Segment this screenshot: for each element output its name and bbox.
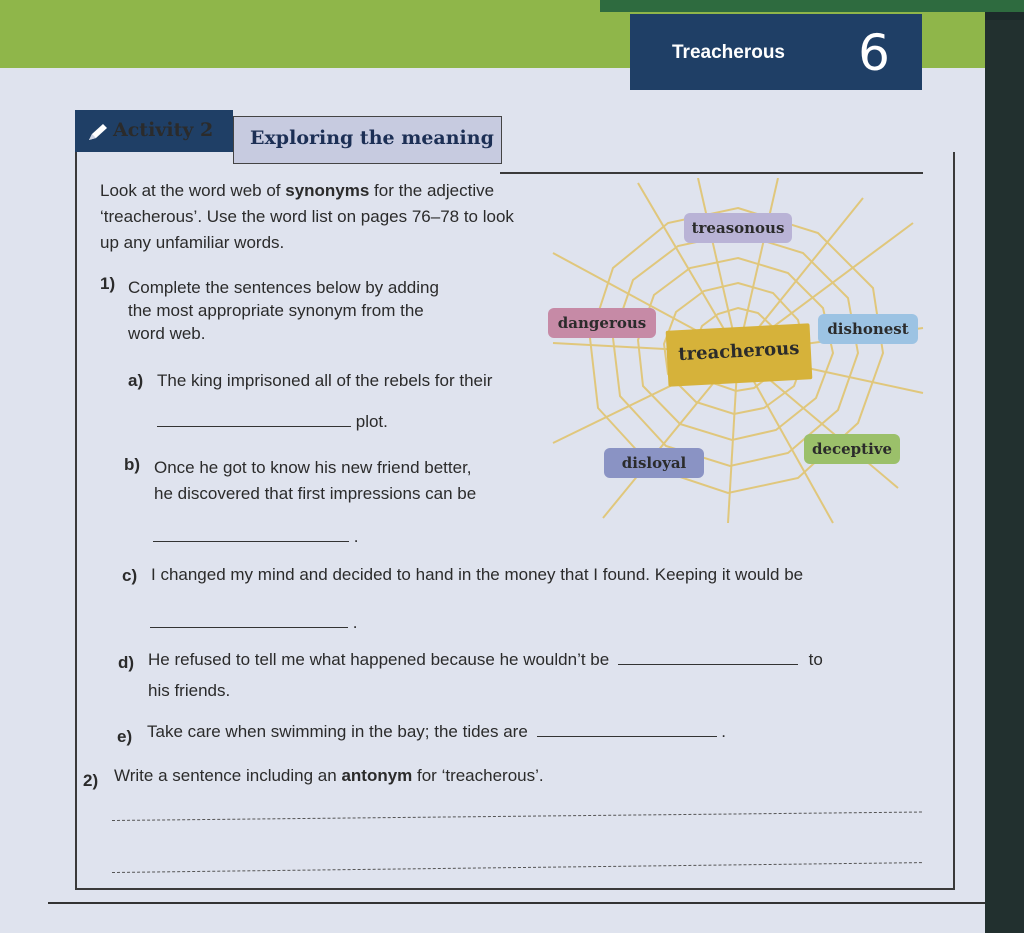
item-a-label: a) — [128, 371, 144, 390]
page-edge — [985, 20, 1024, 933]
question-2-number: 2) — [83, 771, 99, 790]
chapter-number: 6 — [858, 24, 890, 82]
word-tag-dishonest: dishonest — [818, 314, 918, 344]
page-bottom-rule — [48, 902, 985, 904]
intro-paragraph: Look at the word web of synonyms for the adjective ‘treacherous’. Use the word list on pages 76–78 to look up any unfamiliar words. — [100, 181, 514, 252]
activity-label-text: Activity 2 — [113, 119, 214, 141]
activity-label — [75, 110, 233, 152]
word-tag-treasonous: treasonous — [684, 213, 792, 243]
item-d-line2: his friends. — [148, 681, 231, 700]
word-tag-deceptive: deceptive — [804, 434, 900, 464]
header-top-strip — [600, 0, 1024, 12]
item-c-text: I changed my mind and decided to hand in the money that I found. Keeping it would be — [151, 565, 804, 584]
item-b-blank[interactable] — [153, 540, 349, 542]
item-a-blank[interactable] — [157, 425, 351, 427]
item-e-blank[interactable] — [537, 735, 717, 737]
item-b-label: b) — [124, 455, 141, 474]
item-b-text: Once he got to know his new friend better, he discovered that first impressions can be — [154, 458, 477, 503]
item-d-text: He refused to tell me what happened because he wouldn’t be to — [148, 650, 823, 669]
item-b-answer-row: . — [153, 527, 358, 547]
item-c-label: c) — [122, 566, 138, 585]
question-2-text: Write a sentence including an antonym for ‘treacherous’. — [114, 766, 544, 785]
item-c-answer-row: . — [150, 613, 357, 633]
activity-title-text: Exploring the meaning — [250, 127, 494, 149]
frame-top-border — [500, 172, 923, 174]
item-a-answer-row: plot. — [157, 412, 388, 432]
item-d-label: d) — [118, 653, 135, 672]
question-1-number: 1) — [100, 274, 116, 293]
word-tag-treacherous-center: treacherous — [666, 323, 813, 386]
item-e-label: e) — [117, 727, 133, 746]
item-c-blank[interactable] — [150, 626, 348, 628]
word-tag-dangerous: dangerous — [548, 308, 656, 338]
word-tag-disloyal: disloyal — [604, 448, 704, 478]
item-a-text: The king imprisoned all of the rebels for their — [157, 371, 493, 390]
item-e-text: Take care when swimming in the bay; the tides are . — [147, 722, 727, 741]
item-d-blank[interactable] — [618, 663, 798, 665]
chapter-title: Treacherous — [672, 42, 785, 63]
pencil-icon — [87, 122, 109, 147]
question-1-text: Complete the sentences below by adding the most appropriate synonym from the word web. — [128, 278, 439, 343]
